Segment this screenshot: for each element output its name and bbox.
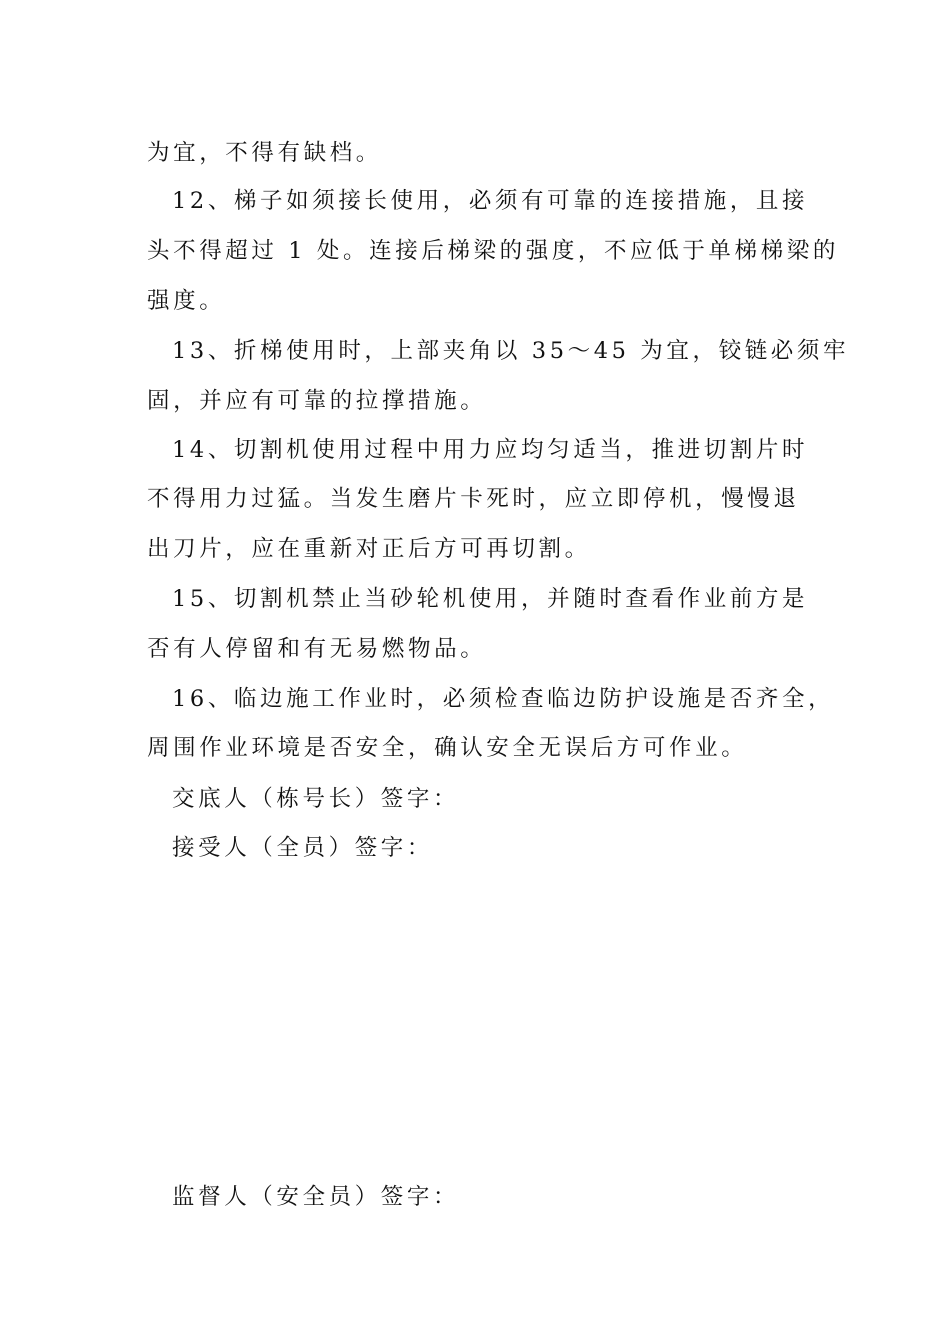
- item-14-line-1: 14、切割机使用过程中用力应均匀适当，推进切割片时: [172, 437, 809, 463]
- receiver-signature-label: 接受人（全员）签字：: [172, 835, 434, 861]
- item-13-line-1: 13、折梯使用时，上部夹角以 35～45 为宜，铰链必须牢: [172, 338, 850, 364]
- item-16-line-2: 周围作业环境是否安全，确认安全无误后方可作业。: [147, 735, 748, 761]
- item-14-line-3: 出刀片，应在重新对正后方可再切割。: [147, 536, 591, 562]
- item-13-line-2: 固，并应有可靠的拉撑措施。: [147, 388, 487, 414]
- item-12-line-2: 头不得超过 1 处。连接后梯梁的强度，不应低于单梯梯梁的: [147, 238, 839, 264]
- item-15-line-2: 否有人停留和有无易燃物品。: [147, 636, 487, 662]
- briefer-signature-label: 交底人（栋号长）签字：: [172, 786, 460, 812]
- item-12-line-3: 强度。: [147, 288, 226, 314]
- supervisor-signature-label: 监督人（安全员）签字：: [172, 1184, 460, 1210]
- item-16-line-1: 16、临边施工作业时，必须检查临边防护设施是否齐全，: [172, 686, 835, 712]
- item-12-line-1: 12、梯子如须接长使用，必须有可靠的连接措施，且接: [172, 188, 809, 214]
- item-14-line-2: 不得用力过猛。当发生磨片卡死时，应立即停机，慢慢退: [147, 486, 800, 512]
- text-line: 为宜，不得有缺档。: [147, 140, 382, 166]
- item-15-line-1: 15、切割机禁止当砂轮机使用，并随时查看作业前方是: [172, 586, 809, 612]
